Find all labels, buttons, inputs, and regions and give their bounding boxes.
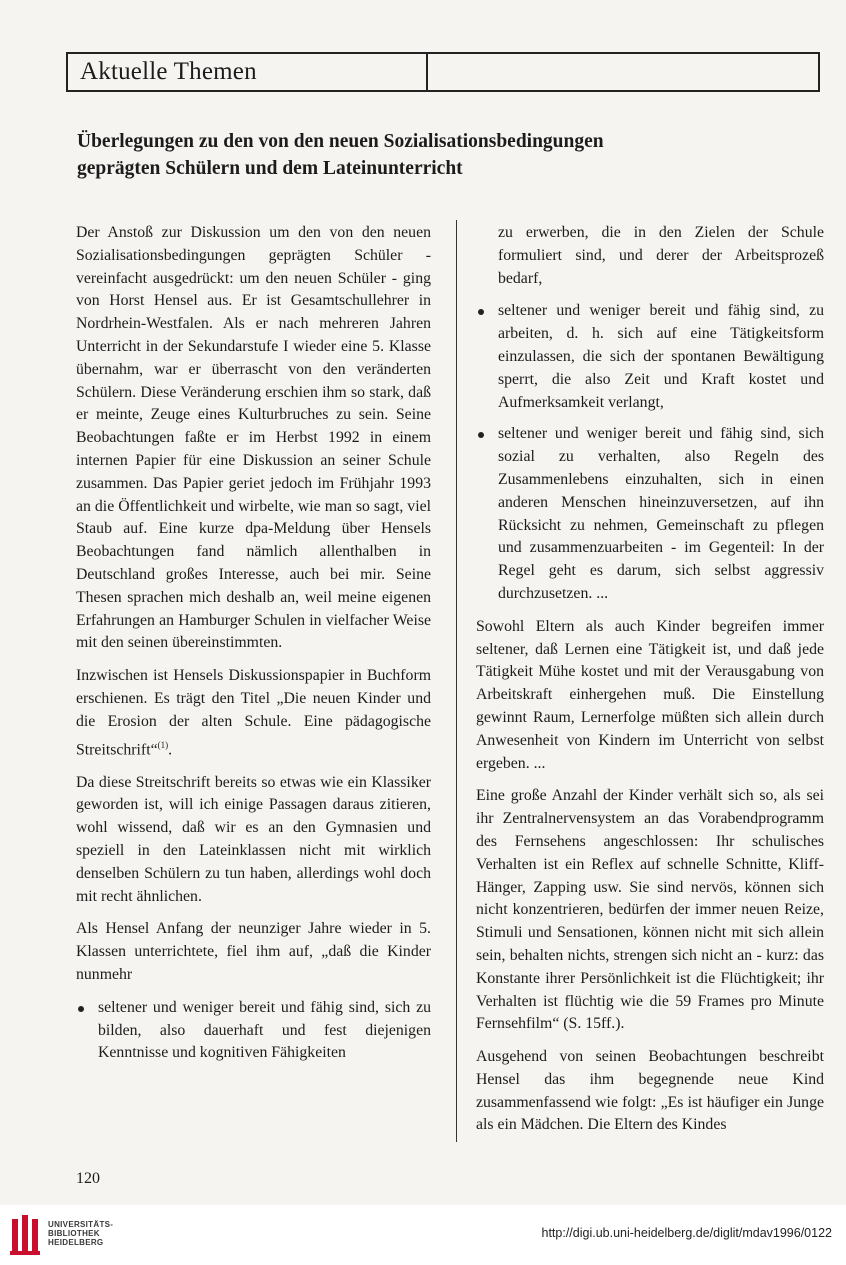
logo-line-1: UNIVERSITÄTS- bbox=[48, 1220, 114, 1229]
bullet-list-right bbox=[476, 300, 824, 605]
article-title-line-2: geprägten Schülern und dem Lateinunterricht bbox=[77, 158, 463, 179]
source-url[interactable]: http://digi.ub.uni-heidelberg.de/diglit/mdav1996/0122 bbox=[541, 1226, 832, 1240]
paragraph-2-end: . bbox=[168, 740, 173, 758]
bullet-item-3: seltener und weniger bereit und fähig sind, sich sozial zu verhalten, also Regeln des Zusammenlebens einzuhalten, sich in einen anderen Menschen hineinzuversetzen, auf ihn Rücksicht zu nehmen, Gemeinschaft zu pflegen und zusammenzuarbeiten - im Gegenteil: In der Regel geht es darum, sich selbst aggressiv durchzusetzen. ... bbox=[476, 423, 824, 605]
paragraph-7: Ausgehend von seinen Beobachtungen beschreibt Hensel das ihm begegnende neue Kind zusammenfassend wie folgt: „Es ist häufiger ein Junge als ein Mädchen. Die Eltern des Kindes bbox=[476, 1048, 824, 1134]
paragraph-4: Als Hensel Anfang der neunziger Jahre wieder in 5. Klassen unterrichtete, fiel ihm auf, „daß die Kinder nunmehr bbox=[76, 920, 431, 983]
paragraph-1: Der Anstoß zur Diskussion um den von den neuen Sozialisationsbedingungen geprägten Schüler - vereinfacht ausgedrückt: um den neuen Schüler - ging von Horst Hensel aus. Er ist Gesamtschullehrer in Nordrhein-Westfalen. Als er nach mehreren Jahren Unterricht in der Sekundarstufe I wieder eine 5. Klasse übernahm, war er überrascht von den veränderten Schülern. Diese Veränderung erschien ihm so stark, daß er meinte, Zeuge eines Kulturbruches zu sein. Seine Beobachtungen faßte er im Herbst 1992 in einem internen Papier für eine Diskussion an seiner Schule zusammen. Das Papier geriet jedoch im Frühjahr 1993 an die Öffentlichkeit und wirbelte, wie man so sagt, viel Staub auf. Eine kurze dpa-Meldung über Hensels Beobachtungen fand nämlich allenthalben in Deutschland großes Interesse, auch bei mir. Seine Thesen sprachen mich deshalb an, weil meine eigenen Erfahrungen an Hamburger Schulen in vielfacher Weise mit den seinen übereinstimmten. bbox=[76, 224, 431, 652]
right-column bbox=[476, 222, 824, 1147]
logo-line-3: HEIDELBERG bbox=[48, 1238, 104, 1247]
bullet-list-left bbox=[76, 997, 431, 1065]
paragraph-5: Sowohl Eltern als auch Kinder begreifen immer seltener, daß Lernen eine Tätigkeit ist, und daß jede Tätigkeit Mühe kostet und mit der Verausgabung von Arbeitskraft einhergehen muß. Die Einstellung gewinnt Raum, Lernerfolge müßten sich allein durch Anwesenheit von Kindern im Unterricht von selbst ergeben. ... bbox=[476, 617, 824, 772]
footer-bar bbox=[0, 1205, 846, 1265]
left-column bbox=[76, 222, 431, 1075]
footnote-marker: (1) bbox=[157, 739, 169, 750]
page-number: 120 bbox=[76, 1170, 100, 1187]
article-title-line-1: Überlegungen zu den von den neuen Sozialisationsbedingungen bbox=[77, 131, 604, 152]
library-logo-text bbox=[48, 1220, 113, 1247]
paragraph-3: Da diese Streitschrift bereits so etwas wie ein Klassiker geworden ist, will ich einige Passagen daraus zitieren, wohl wissend, daß wir es an den Gymnasien und speziell in den Lateinklassen nicht mit wirklich denselben Schülern zu tun haben, allerdings wohl doch mit recht ähnlichen. bbox=[76, 773, 431, 905]
paragraph-6: Eine große Anzahl der Kinder verhält sich so, als sei ihr Zentralnervensystem an das Vorabendprogramm des Fernsehens angeschlossen: Ihr schulisches Verhalten ist ein Reflex auf schnelle Schnitte, Kliff-Hänger, Zapping usw. Sie sind nervös, können sich nicht konzentrieren, bedürfen der immer neuen Reize, Stimuli und Sensationen, können nicht mit sich allein sein, behalten nichts, strengen sich nicht an - kurz: das Konstante ihrer Persönlichkeit ist die Flüchtigkeit; ihr Verhalten ist flüchtig wie die 59 Frames pro Minute Fernsehfilm“ (S. 15ff.). bbox=[476, 787, 824, 1033]
bullet-item-1: seltener und weniger bereit und fähig sind, sich zu bilden, also dauerhaft und fest diejenigen Kenntnisse und kognitiven Fähigkeiten bbox=[76, 997, 431, 1065]
section-title: Aktuelle Themen bbox=[80, 58, 257, 85]
section-header-box bbox=[66, 52, 820, 92]
library-logo-icon bbox=[10, 1213, 40, 1257]
paragraph-continued: zu erwerben, die in den Zielen der Schule formuliert sind, und derer der Arbeitsprozeß bedarf, bbox=[498, 224, 824, 287]
bullet-item-2: seltener und weniger bereit und fähig sind, zu arbeiten, d. h. sich auf eine Tätigkeitsform einzulassen, die sich der spontanen Bewältigung sperrt, die also Zeit und Kraft kostet und Aufmerksamkeit verlangt, bbox=[476, 300, 824, 414]
section-header-label-box bbox=[68, 54, 428, 90]
logo-line-2: BIBLIOTHEK bbox=[48, 1229, 100, 1238]
column-divider bbox=[456, 220, 457, 1142]
article-title bbox=[77, 128, 797, 182]
paragraph-2-text: Inzwischen ist Hensels Diskussionspapier in Buchform erschienen. Es trägt den Titel „Die neuen Kinder und die Erosion der alten Schule. Eine pädagogische Streitschrift“ bbox=[76, 667, 431, 758]
paragraph-2 bbox=[76, 665, 431, 761]
